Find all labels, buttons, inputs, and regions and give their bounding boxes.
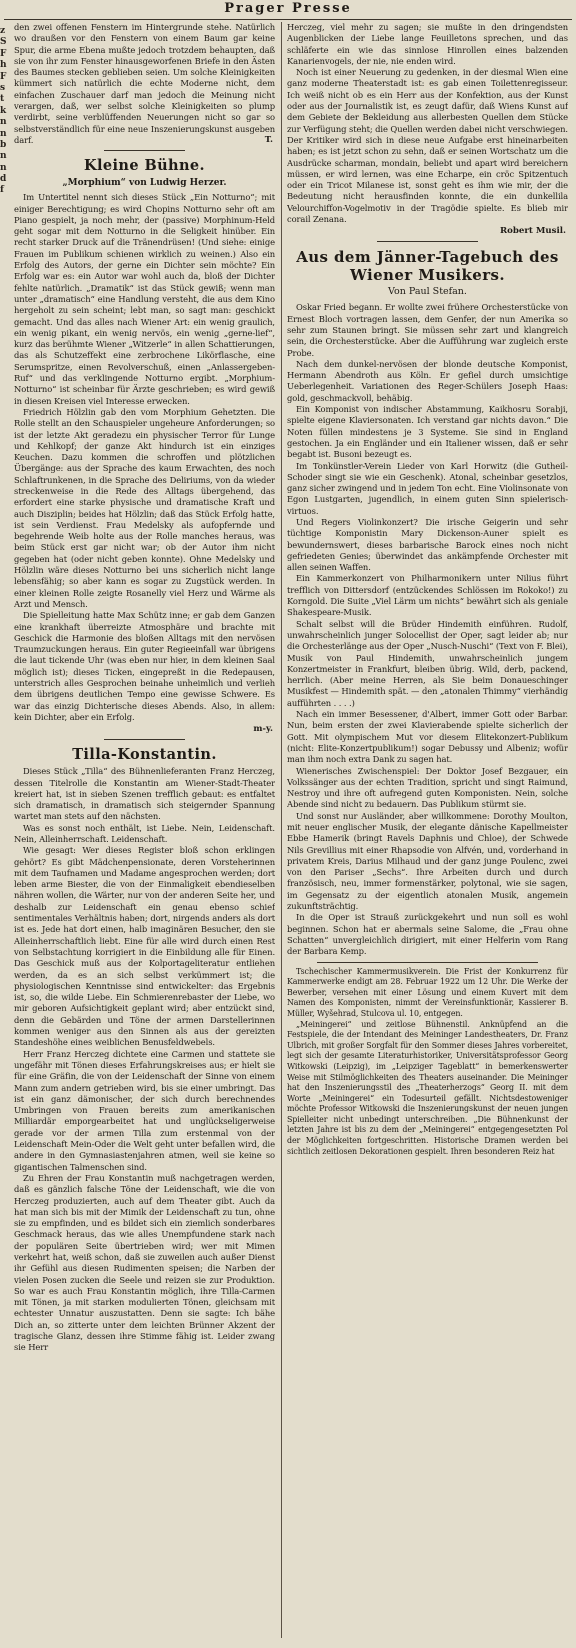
section-divider bbox=[377, 241, 478, 242]
tagebuch-paragraph: Und Regers Violinkonzert? Die irische Geigerin und sehr tüchtige Komponistin Mary Dickenson-Auner spielt es bewundernswert, dieses barbarische Barock eines noch nicht gefriedeten Genies; überwindet das ankämpfende Orchester mit allen seinen Waffen. bbox=[287, 516, 568, 573]
tilla-paragraph: Was es sonst noch enthält, ist Liebe. Nein, Leidenschaft. Nein, Alleinherrschaft. Leidenschaft. bbox=[14, 822, 275, 844]
kleine-buehne-heading: Kleine Bühne. bbox=[83, 157, 206, 175]
review-paragraph: Die Spielleitung hatte Max Schütz inne; er gab dem Ganzen eine krankhaft überreizte Atmosphäre und brachte mit Geschick die Harmonie des bloßen Alltags mit den nervösen Traumzuckungen heraus. Ein guter Regieeinfall war übrigens die laut tickende Uhr (was eben nur hier, in dem kleinen Saal möglich ist); dieses Ticken, eingepreßt in die Redepausen, unterstrich alles Gesprochen beinahe unheimlich und verlieh dem übrigens deutlichen Tempo eine gewisse Schwere. Es war das einzig Dichterische dieses Abends. Also, in allem: kein Dichter, aber ein Erfolg. bbox=[14, 610, 275, 722]
margin-letter: b bbox=[0, 139, 7, 150]
left-column bbox=[14, 22, 275, 1642]
column-rule bbox=[281, 22, 282, 1638]
tagebuch-paragraph: Und sonst nur Ausländer, aber willkommene: Dorothy Moulton, mit neuer englischer Musik, der elegante dänische Kapellmeister Ebbe Hamerik (bringt Ravels Daphnis und Chloe), der Schwede Nils Grevillius mit einer Rhapsodie von Alfvén, und, vorderhand in privatem Kreis, Darius Milhaud und der ganz junge Poulenc, zwei von den Pariser „Sechs“. Ihre Arbeiten durch und durch französisch, neu, immer formenstärker, polytonal, wie sie sagen, im Gegensatz zu der eigentlich atonalen Musik, angemein zukunftsträchtig. bbox=[287, 810, 568, 912]
left-margin-letters bbox=[0, 26, 12, 197]
tagebuch-paragraph: Wienerisches Zwischenspiel: Der Doktor Josef Bezgauer, ein Volkssänger aus der echten Tradition, spricht und singt Raimund, Nestroy und ihre oft aufregend guten Komponisten. Nein, solche Abende sind nicht zu bedauern. Das Publikum stürmt sie. bbox=[287, 765, 568, 810]
review-paragraph: Im Untertitel nennt sich dieses Stück „Ein Notturno“; mit einiger Berechtigung; es wird Chopins Notturno sehr oft am Piano gespielt, ja noch mehr, der (passive) Morphinum-Held geht sogar mit dem Notturno in die Seligkeit hinüber. Ein recht starker Druck auf die Tränendrüsen! (Und siehe: einige Frauen im Publikum schienen wirklich zu weinen.) Also ein Erfolg des Autors, der gerne ein Dichter sein möchte? Ein Erfolg war es: ein Autor war wohl auch da, bloß der Dichter fehlte natürlich. „Dramatik“ ist das Stück gewiß; wenn man unter „dramatisch“ eine Handlung versteht, die aus dem Kino hergeholt zu sein scheint; lebt man, so sagt man: geschickt gemacht. Und das alles nach Wiener Art: ein wenig graulich, ein wenig pikant, ein wenig nervös, ein wenig „gerne-lief“, kurz das berühmte Wiener „Witzerle“ in allen Schattierungen, das als Schutzeffekt eine zerbrochene Likörflasche, eine Serumspritze, einen Revolverschuß, einen „Anlassergeben-Ruf“ und das verklingende Notturno ergibt. „Morphium-Notturno“ ist scheinbar für Ärzte geschrieben; es wird gewiß in diesen Kreisen viel Interesse erwecken. bbox=[14, 192, 275, 406]
margin-letter: k bbox=[0, 105, 7, 116]
tilla-signature: Robert Musil. bbox=[500, 226, 566, 237]
margin-letter: n bbox=[0, 117, 7, 128]
section-divider bbox=[317, 962, 538, 963]
right-column bbox=[287, 22, 568, 1642]
tagebuch-paragraph: In die Oper ist Strauß zurückgekehrt und nun soll es wohl beginnen. Schon hat er abermals seine Salome, die „Frau ohne Schatten“ unvergleichlich dirigiert, mit einer Helferin vom Rang der Barbara Kemp. bbox=[287, 912, 568, 957]
margin-letter: d bbox=[0, 174, 7, 185]
margin-letter: h bbox=[0, 60, 7, 71]
kleine-buehne-subheading: „Morphium“ von Ludwig Herzer. bbox=[62, 178, 227, 189]
tilla-paragraph: Wie gesagt: Wer dieses Register bloß schon erklingen gehört? Es gibt Mädchenpensionate, deren Vorsteherinnen mit dem Taufnamen und Madame angesprochen werden; dort leben arme Biester, die von der Einmaligkeit ebendieselben nähren wollen, die Wärter, nur von der anderen Seite her, und deshalb zur Leidenschaft ein genau ebenso schief sentimentales Verhältnis haben; dort, nirgends anders als dort ist es. Jede hat dort einen, halb imaginären Besucher, den sie Alleinherrschaftlich liebt. Eine für alle wird durch einen Rest von Selbstachtung korrigiert in die Einbildung alle für Einen. Das Geschick muß aus der Kolportageliteratur entliehen werden, da es an sich selbst verkümmert ist; die physiologischen Kenntnisse sind entwickelter: das Ergebnis ist, so, die wilde Liebe. Ein Schmierenrebaster der Liebe, wo mir geboren Aufsichtigkeit geplant wird; aber entzückt sind, denn die Gebärden und Töne der armen Darstellerinnen kommen weniger aus den Sinnen als aus der gereizten Standeshöhe eines weiblichen Benusfeldwebels. bbox=[14, 845, 275, 1048]
margin-letter: s bbox=[0, 82, 6, 93]
intro-paragraph: den zwei offenen Fenstern im Hintergrunde stehe. Natürlich wo draußen vor den Fenstern von einem Baum gar keine Spur, die arme Ebena mußte jedoch trotzdem behaupten, daß sie von ihr zum Fenster hinausgeworfenen Briefe in den Ästen des Baumes stecken geblieben seien. Um solche Kleinigkeiten kümmert sich natürlich die echte Moderne nicht, dem einfachen Zuschauer darf man jedoch die Meinung nicht verargen, daß, wer selbst solche Kleinigkeiten so plump verdirbt, seine verblüffenden Neuerungen nicht so gar so selbstverständlich für eine neue Inszenierungskunst ausgeben darf. bbox=[14, 22, 275, 145]
tagebuch-heading: Aus dem Jänner-Tagebuch des Wiener Musikers. bbox=[296, 248, 559, 285]
margin-letter: n bbox=[0, 128, 7, 139]
tagebuch-paragraph: Nach ein immer Besessener, d'Albert, immer Gott oder Barbar. Nun, beim ersten der zwei Klavierabende spielte sicherlich der Gott. Mit olympischem Mut vor diesem Elitekonzert-Publikum (nicht: Elite-Konzertpublikum!) sogar Debussy und Albeniz; wofür man ihm noch extra Dank zu sagen hat. bbox=[287, 709, 568, 765]
margin-letter: t bbox=[0, 94, 5, 105]
tagebuch-paragraph: Nach dem dunkel-nervösen der blonde deutsche Komponist, Hermann Abendroth aus Köln. Er gefiel durch umsichtige Ueberlegenheit. Variationen des Reger-Schülers Joseph Haas: gold, geschmackvoll, behäbig. bbox=[287, 358, 568, 403]
margin-letter: F bbox=[0, 71, 7, 82]
review-paragraph: Friedrich Hölzlin gab den vom Morphium Gehetzten. Die Rolle stellt an den Schauspieler ungeheure Anforderungen; so ist der letzte Akt geradezu ein physischer Terror für Lunge und Kehlkopf; der ganze Akt hindurch ist ein einziges Keuchen. Dazu kommen die schroffen und plötzlichen Übergänge: aus der Sprache des kaum Erwachten, des noch Schlaftrunkenen, in die Sprache des Deliriums, von da wieder streckenweise in die Rede des Alltags übergehend, das erfordert eine starke physische und dramatische Kraft und auch Disziplin; beides hat Hölzlin; daß das Stück Erfolg hatte, ist sein Verdienst. Frau Medelsky als aufopfernde und begehrende Weib holte aus der Rolle manches heraus, was beim Stück erst gar nicht war; ob der Autor ihm nicht gegeben hat (oder nicht geben konnte). Ohne Medelsky und Hölzlin wäre dieses Notturno bei uns sicherlich nicht lange lebensfähig; so aber kann es sogar zu Zugstück werden. In einer kleinen Rolle zeigte Rosanelly viel Herz und Wärme als Arzt und Mensch. bbox=[14, 406, 275, 609]
tilla-paragraph: Dieses Stück „Tilla“ des Bühnenlieferanten Franz Herczeg, dessen Titelrolle die Konstantin am Wiener-Stadt-Theater kreiert hat, ist in sieben Szenen trefflich gebaut: es entfaltet sich dramatisch, in dramatisch sich steigernder Spannung wartet man stets auf den nächsten. bbox=[14, 766, 275, 822]
tilla-paragraph: Herr Franz Herczeg dichtete eine Carmen und stattete sie ungefähr mit Tönen dieses Erfahrungskreises aus; er hielt sie für eine Gräfin, die von der Leidenschaft der Sinne von einem Mann zum andern getrieben wird, bis sie einer umbringt. Das ist ein ganz dämonischer, der sich durch berechnendes Umbringen von Frauen bereits zum amerikanischen Milliardär emporgearbeitet hat und unglückseligerweise gerade vor der armen Tilla zum erstenmal von der Leidenschaft Mein-Oder die Welt geht unter befallen wird, die andere in den Gymnasiastenjahren atmen, weil sie keine so gigantischen Talmenschen sind. bbox=[14, 1048, 275, 1172]
tagebuch-paragraph: Oskar Fried begann. Er wollte zwei frühere Orchesterstücke von Ernest Bloch vortragen lassen, dem Genfer, der nun Amerika so sehr zum Staunen bringt. Sie müssen sehr zart und klangreich sein, die Orchesterstücke. Aber die Aufführung war zugleich erste Probe. bbox=[287, 302, 568, 358]
tagebuch-paragraph: Im Tonkünstler-Verein Lieder von Karl Horwitz (die Gutheil-Schoder singt sie wie ein Geschenk). Atonal, scheinbar gesetzlos, ganz sicher zwingend und in jedem Ton echt. Eine Violinsonate von Egon Lustgarten, jugendlich, in einem guten Sinn spielerisch-virtuos. bbox=[287, 460, 568, 516]
tagebuch-paragraph: Schalt selbst will die Brüder Hindemith einführen. Rudolf, unwahrscheinlich junger Solocellist der Oper, sagt leider ab; nur die Orchesterlänge aus der Oper „Nusch-Nuschi“ (Text von F. Blei), Musik von Paul Hindemith, unwahrscheinlich jungem Konzertmeister in Frankfurt, bleiben übrig. Wild, derb, packend, herrlich. (Aber meine Herren, als Sie beim Donaueschinger Musikfest — Hindemith spät. — den „atonalen Thimmy“ vierhändig aufführten . . . .) bbox=[287, 618, 568, 708]
margin-letter: F bbox=[0, 48, 7, 59]
tagebuch-paragraph: Ein Komponist von indischer Abstammung, Kaikhosru Sorabji, spielte eigene Klaviersonaten. Ich verstand gar nichts davon.“ Die Noten füllen mindestens je 3 Systeme. Sie sind in England gestochen. Ja ein Engländer und ein Italiener wissen, daß er sehr begabt ist. Busoni bezeugt es. bbox=[287, 404, 568, 460]
header-rule bbox=[4, 19, 572, 20]
notice-paragraph: Tschechischer Kammermusikverein. Die Frist der Konkurrenz für Kammerwerke endigt am 28. Februar 1922 um 12 Uhr. Die Werke der Bewerber, versehen mit einer Lösung und einem Kuvert mit dem Namen des Komponisten, nimmt der Vereinsfunktionär, Kassierer B. Müller, Wyšehrad, Stulcova ul. 10, entgegen. bbox=[287, 966, 568, 1018]
tagebuch-paragraph: Ein Kammerkonzert von Philharmonikern unter Nilius führt trefflich von Dittersdorf (entzückendes Schlössen im Rokoko!) zu Korngold. Die Suite „Viel Lärm um nichts“ bewährt sich als geniale Shakespeare-Musik. bbox=[287, 573, 568, 618]
margin-letter: f bbox=[0, 185, 4, 196]
notice-paragraph: „Meiningerei“ und zeitlose Bühnenstil. Anknüpfend an die Festspiele, die der Intendant des Meininger Landestheaters, Dr. Franz Ulbrich, mit großer Sorgfalt für den Sommer dieses Jahres vorbereitet, legt sich der gesamte Literaturhistoriker, Universitätsprofessor Georg Witkowski (Leipzig), im „Leipziger Tageblatt“ in bemerkenswerter Weise mit Stilmöglichkeiten des Theaters auseinander. Die Meininger hat den Inszenierungsstil des „Theaterherzogs“ Georg II. mit dem Worte „Meiningerei“ ein Todesurteil gefällt. Nichtsdestoweniger möchte Professor Witkowski die Inszenierungskunst der neuen jungen Spielleiter nicht unbedingt unterschreiben. „Die Bühnenkunst der letzten Jahre ist bis zu dem der „Meiningerei“ entgegengesetzten Pol der Möglichkeiten fortgeschritten. Historische Dramen werden bei sichtlich zeitlosen Dekorationen gespielt. Ihren besonderen Reiz hat bbox=[287, 1019, 568, 1156]
tilla-heading: Tilla-Konstantin. bbox=[72, 746, 217, 764]
section-divider bbox=[104, 150, 185, 151]
review-signature: m-y. bbox=[253, 724, 273, 735]
intro-signature: T. bbox=[264, 135, 273, 146]
tilla-continued-paragraph: Herczeg, viel mehr zu sagen; sie mußte in den dringendsten Augenblicken der Liebe lange Feuilletons sprechen, und das schläferte ein wie das sinnlose Hinrollen eines balzenden Kanarienvogels, der nie, nie enden wird. bbox=[287, 22, 568, 66]
margin-letter: n bbox=[0, 162, 7, 173]
margin-letter: n bbox=[0, 151, 7, 162]
tagebuch-byline: Von Paul Stefan. bbox=[388, 286, 467, 298]
margin-letter: z bbox=[0, 26, 6, 36]
margin-letter: S bbox=[0, 37, 7, 48]
tilla-continued-paragraph: Noch ist einer Neuerung zu gedenken, in der diesmal Wien eine ganz moderne Theaterstadt ist: es gab einen Toilettenregisseur. Ich weiß nicht ob es ein Herr aus der Konfektion, aus der Kunst oder aus der Journalistik ist, es zeugt dafür, daß Wiens Kunst auf dem Gebiete der Bekleidung aus allerbesten Quellen dem Stücke zur Verfügung steht; die Quellen werden dabei nicht verschwiegen. Der Kritiker wird sich in diese neue Aufgabe erst hineinarbeiten haben; es ist jetzt schon zu sehn, daß er seinen Wortschatz um die Ausdrücke scharman, mondain, beliebt und apart wird bereichern müssen, er wird lernen, was eine Echarpe, ein cröc Spitzentuch oder ein Tricot Milanese ist, sonst geht es ihm wie mir, der die Bedeutung nicht herausfinden konnte, die ein dunkellila Velourchiffon-Vogelmotiv in der Tragödie spielte. Es blieb mir corail Zenana. bbox=[287, 67, 568, 225]
masthead: Prager Presse bbox=[224, 1, 352, 16]
tilla-paragraph: Zu Ehren der Frau Konstantin muß nachgetragen werden, daß es gänzlich falsche Töne der Leidenschaft, wie die von Herczeg produzierten, auch auf dem Theater gibt. Auch da hat man sich bis mit der Mimik der Leidenschaft zu tun, ohne sie zu empfinden, und es bildet sich ein ziemlich sonderbares Geschmack heraus, das wie alles Unempfundene stark nach der populären Seite übertrieben wird; wer mit Mimen verkehrt hat, weiß schon, daß sie zuweilen auch außer Dienst ihr Gefühl aus diesen Rudimenten speisen; die Narben der vielen Posen zucken die Seele und reizen sie zur Produktion. So war es auch Frau Konstantin möglich, ihre Tilla-Carmen mit Tönen, ja mit starken modulierten Tönen, gleichsam mit echtester Unnatur auszustatten. Denn sie sagte: Ich bähe Dich an, so zitterte unter dem leichten Brünner Akzent der tragische Glanz, dessen ihre Stimme fähig ist. Leider zwang sie Herr bbox=[14, 1172, 275, 1353]
section-divider bbox=[104, 739, 185, 740]
